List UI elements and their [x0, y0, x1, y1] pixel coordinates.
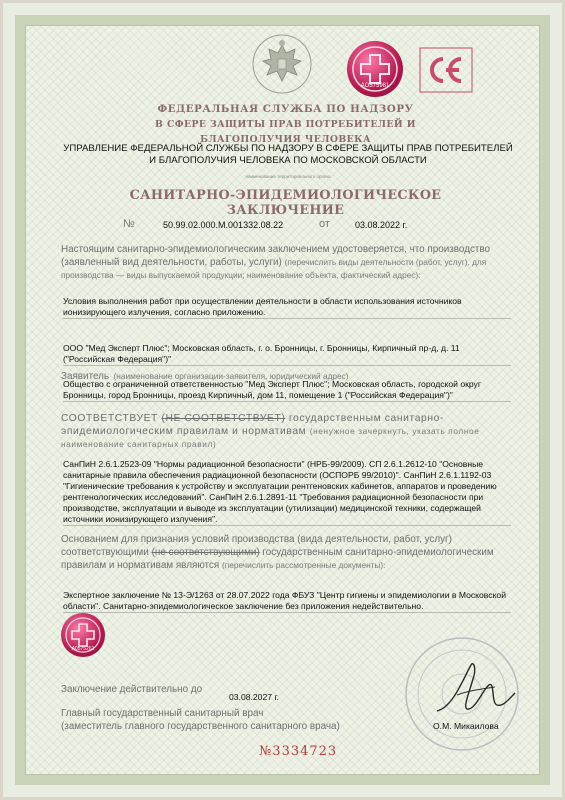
- conformity-block: [61, 412, 515, 451]
- hologram-code: AO575981: [360, 83, 390, 89]
- certify-intro-note: (перечислить виды деятельности (работ, услуг), для производства — виды выпускаемой продукции; наименование объекта, фактический адрес):: [61, 257, 487, 280]
- stamp-code: A0575261: [71, 646, 95, 652]
- conformity-note: (ненужное зачеркнуть, указать полное наименование санитарных правил): [61, 426, 480, 449]
- certify-intro: Настоящим санитарно-эпидемиологическим заключением удостоверяется, что производство (заявленный вид деятельности, работы, услуги): [61, 244, 491, 268]
- applicant-label: Заявитель: [61, 371, 110, 382]
- grounds-value: Экспертное заключение № 13-Э/1263 от 28.07.2022 года ФБУЗ "Центр гигиены и эпидемиологии в Московской области". Санитарно-эпидемиологическое заключение без приложения недействительно.: [63, 590, 511, 613]
- se-conformity-mark-icon: [419, 47, 473, 93]
- handwritten-signature-icon: [433, 659, 518, 721]
- number-row: [123, 218, 453, 234]
- corresponds-word: СООТВЕТСТВУЕТ: [61, 413, 158, 424]
- hologram-sticker: [347, 41, 403, 97]
- sanitary-rules: СанПиН 2.6.1.2523-09 "Нормы радиационной безопасности" (НРБ-99/2009). СП 2.6.1.2612-10 "Основные санитарные правила обеспечения радиационной безопасности (ОСПОРБ 99/2010)". СанПиН 2.6.1.1192-03 "Гигиенические требования к устройству и эксплуатации рентгеновских кабинетов, аппаратов и проведению рентгенологических исследований". СанПиН 2.6.1.2891-11 "Требования радиационной безопасности при производстве, эксплуатации и выводе из эксплуатации (утилизации) медицинской техники, содержащей источники ионизирующего излучения".: [63, 459, 511, 526]
- grounds-struck: (не соответствующими): [151, 547, 260, 558]
- hologram-stamp: [61, 613, 105, 657]
- signatory-line-2: (заместитель главного государственного санитарного врача): [61, 721, 340, 732]
- number-label: №: [123, 218, 135, 230]
- not-corresponds-word: (НЕ СООТВЕТСТВУЕТ): [161, 413, 286, 424]
- applicant-note: (наименование организации-заявителя, юридический адрес): [113, 371, 349, 381]
- validity-label: Заключение действительно до: [61, 684, 203, 695]
- activity-text: Условия выполнения работ при осуществлении деятельности в области использования источников ионизирующего излучения, согласно приложению.: [63, 296, 511, 319]
- signatory-title: [61, 707, 401, 733]
- conformity-text: государственным санитарно-эпидемиологическим правилам и нормативам: [61, 413, 445, 437]
- grounds-note: (перечислить рассмотренные документы):: [221, 560, 386, 570]
- department-name: УПРАВЛЕНИЕ ФЕДЕРАЛЬНОЙ СЛУЖБЫ ПО НАДЗОРУ В СФЕРЕ ЗАЩИТЫ ПРАВ ПОТРЕБИТЕЛЕЙ И БЛАГОПОЛУЧИЯ ЧЕЛОВЕКА ПО МОСКОВСКОЙ ОБЛАСТИ: [63, 143, 513, 166]
- applicant-value: Общество с ограниченной ответственностью "Мед Эксперт Плюс"; Московская область, городской округ Бронницы, город Бронницы, проезд Кирпичный, дом 11, помещение 1 ("Российская Федерация")": [63, 379, 511, 402]
- facility-address: ООО "Мед Эксперт Плюс"; Московская область, г. о. Бронницы, г. Бронницы, Кирпичный пр-д, д. 11 ("Российская Федерация")": [63, 343, 511, 366]
- date-label: от: [319, 218, 330, 230]
- agency-line-1: ФЕДЕРАЛЬНАЯ СЛУЖБА ПО НАДЗОРУ: [157, 103, 414, 115]
- signatory-line-1: Главный государственный санитарный врач: [61, 708, 264, 719]
- validity-date: 03.08.2027 г.: [229, 692, 279, 702]
- form-serial-number: №3334723: [259, 744, 338, 759]
- certificate-number: 50.99.02.000.М.001332.08.22: [163, 220, 284, 230]
- signatory-name: О.М. Микаилова: [433, 721, 499, 731]
- agency-line-2: В СФЕРЕ ЗАЩИТЫ ПРАВ ПОТРЕБИТЕЛЕЙ И БЛАГОПОЛУЧИЯ ЧЕЛОВЕКА: [155, 119, 416, 145]
- grounds-text-after: государственным санитарно-эпидемиологическим правилам и нормативам являются: [61, 547, 494, 571]
- double-headed-eagle-emblem-icon: [251, 33, 313, 95]
- department-caption: наименование территориального органа: [245, 174, 331, 179]
- issue-date: 03.08.2022 г.: [355, 220, 408, 230]
- agency-name: [103, 102, 468, 147]
- grounds-block: [61, 533, 515, 572]
- document-title: САНИТАРНО-ЭПИДЕМИОЛОГИЧЕСКОЕ ЗАКЛЮЧЕНИЕ: [129, 188, 442, 218]
- grounds-text-before: Основанием для признания условий производства (вида деятельности, работ, услуг) соответствующими: [61, 534, 452, 558]
- certify-block: [61, 243, 513, 282]
